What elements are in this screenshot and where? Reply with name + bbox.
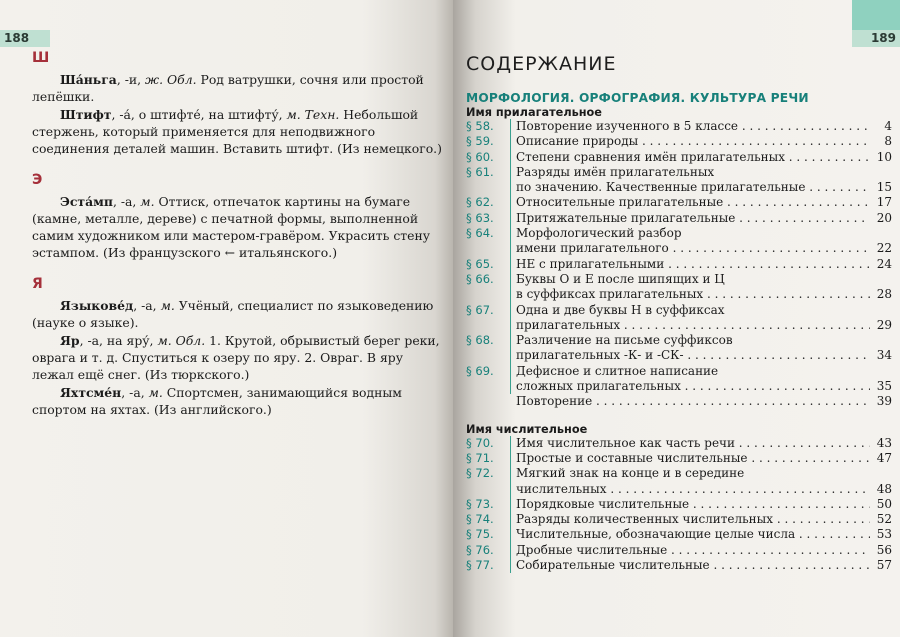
toc-item-title: прилагательных -К- и -СК- . . .	[516, 348, 870, 363]
page-corner-tab	[852, 0, 900, 30]
dictionary-entry	[32, 71, 448, 105]
section-gap	[32, 158, 448, 172]
toc-item-title: Имя числительное как часть речи . . .	[516, 436, 870, 451]
toc-item-title: Дробные числительные . . .	[516, 543, 870, 558]
dictionary-entry	[32, 106, 448, 157]
table-of-contents	[466, 53, 892, 573]
toc-row[interactable]	[466, 241, 892, 256]
entry-forms: , -а, на яру́,	[79, 333, 158, 348]
toc-group-heading: Имя числительное	[466, 422, 588, 436]
toc-page-number: 53	[876, 527, 892, 542]
toc-divider	[510, 119, 511, 134]
toc-row[interactable]	[466, 379, 892, 394]
toc-divider	[510, 226, 511, 241]
toc-row[interactable]	[466, 303, 892, 318]
toc-divider	[510, 150, 511, 165]
toc-item-title: числительных . . .	[516, 482, 870, 497]
toc-item-title: имени прилагательного . . .	[516, 241, 870, 256]
toc-row[interactable]	[466, 287, 892, 302]
toc-divider	[510, 482, 511, 497]
toc-item-title: Относительные прилагательные . . .	[516, 195, 870, 210]
toc-item-title: Собирательные числительные . . .	[516, 558, 870, 573]
toc-divider	[510, 466, 511, 481]
toc-divider	[510, 272, 511, 287]
toc-item-title: Мягкий знак на конце и в середине	[516, 466, 745, 481]
dictionary-letter: Ш	[32, 50, 50, 66]
page-number-right: 189	[852, 30, 900, 47]
dictionary-entry	[32, 384, 448, 418]
entry-headword: Штифт	[60, 107, 112, 122]
toc-divider	[510, 497, 511, 512]
toc-row[interactable]	[466, 348, 892, 363]
toc-row[interactable]	[466, 466, 892, 481]
toc-item-title: Порядковые числительные . . .	[516, 497, 870, 512]
entry-forms: , -а,	[133, 298, 161, 313]
toc-page-number: 48	[876, 481, 892, 496]
section-gap	[32, 262, 448, 276]
toc-paragraph-number: § 77.	[466, 558, 494, 573]
entry-forms: , -и,	[116, 72, 146, 87]
toc-row[interactable]	[466, 165, 892, 180]
toc-divider	[510, 364, 511, 379]
toc-row[interactable]	[466, 512, 892, 527]
toc-row[interactable]	[466, 272, 892, 287]
entry-definition: Оттиск, отпечаток картины на бумаге (камне, металле, дереве) с печатной формы, выполненной самим художником или мастером-гравёром. Украсить стену эстампом. (Из французского ← итальянского.)	[32, 194, 431, 260]
toc-item-title: Повторение изученного в 5 классе . . .	[516, 119, 870, 134]
toc-row[interactable]	[466, 318, 892, 333]
toc-paragraph-number: § 59.	[466, 134, 494, 149]
toc-page-number: 43	[876, 435, 892, 450]
toc-page-number: 50	[876, 496, 892, 511]
entry-grammar: ж. Обл.	[145, 72, 197, 87]
toc-item-title: Разряды имён прилагательных	[516, 164, 715, 179]
toc-divider	[510, 134, 511, 149]
toc-item-title: Повторение . . .	[516, 394, 870, 409]
toc-paragraph-number: § 62.	[466, 195, 494, 210]
toc-divider	[510, 543, 511, 558]
toc-paragraph-number: § 63.	[466, 210, 494, 225]
toc-row[interactable]	[466, 134, 892, 149]
toc-divider	[510, 287, 511, 302]
toc-divider	[510, 318, 511, 333]
toc-item-title: НЕ с прилагательными . . .	[516, 257, 870, 272]
toc-divider	[510, 333, 511, 348]
toc-divider	[510, 211, 511, 226]
toc-item-title: Различение на письме суффиксов	[516, 333, 733, 348]
toc-divider	[510, 348, 511, 363]
toc-divider	[510, 512, 511, 527]
toc-divider	[510, 257, 511, 272]
toc-paragraph-number: § 66.	[466, 271, 494, 286]
toc-paragraph-number: § 58.	[466, 119, 494, 133]
entry-grammar: м. Техн.	[286, 107, 340, 122]
toc-page-number: 47	[876, 450, 892, 465]
toc-item-title: сложных прилагательных . . .	[516, 379, 870, 394]
entry-definition: Небольшой стержень, который применяется для неподвижного соединения деталей машин. Вставить штифт. (Из немецкого.)	[32, 107, 442, 156]
toc-row[interactable]	[466, 543, 892, 558]
entry-forms: , -а,	[112, 194, 141, 209]
toc-row[interactable]	[466, 333, 892, 348]
toc-row[interactable]	[466, 226, 892, 241]
toc-page-number: 28	[876, 287, 892, 302]
entry-grammar: м.	[148, 385, 163, 400]
toc-row[interactable]	[466, 394, 892, 409]
toc-title: СОДЕРЖАНИЕ	[466, 53, 617, 75]
toc-page-number: 10	[876, 149, 892, 164]
toc-row[interactable]	[466, 257, 892, 272]
dictionary-entries	[32, 50, 448, 419]
toc-page-number: 39	[876, 394, 892, 409]
toc-paragraph-number: § 69.	[466, 363, 494, 378]
toc-groups	[466, 106, 892, 573]
toc-row[interactable]	[466, 195, 892, 210]
toc-item-title: в суффиксах прилагательных . . .	[516, 287, 870, 302]
toc-divider	[510, 165, 511, 180]
entry-headword: Эста́мп	[60, 194, 113, 209]
toc-paragraph-number: § 74.	[466, 512, 494, 527]
toc-paragraph-number: § 76.	[466, 542, 494, 557]
toc-item-title: Притяжательные прилагательные . . .	[516, 211, 870, 226]
toc-row[interactable]	[466, 364, 892, 379]
toc-item-title: прилагательных . . .	[516, 318, 870, 333]
toc-row[interactable]	[466, 119, 892, 134]
entry-headword: Яхтсме́н	[60, 385, 122, 400]
toc-row[interactable]	[466, 451, 892, 466]
toc-divider	[510, 195, 511, 210]
toc-divider	[510, 527, 511, 542]
page-number-left: 188	[0, 30, 50, 47]
entry-headword: Ша́ньга	[60, 72, 117, 87]
entry-forms: , -а́, о штифте́, на штифту́,	[111, 107, 287, 122]
toc-row[interactable]	[466, 211, 892, 226]
toc-item-title: Одна и две буквы Н в суффиксах	[516, 302, 725, 317]
toc-page-number: 20	[876, 210, 892, 225]
dictionary-letter: Я	[32, 276, 43, 292]
toc-row[interactable]	[466, 436, 892, 451]
toc-item-title: Морфологический разбор	[516, 226, 682, 241]
toc-page-number: 17	[876, 195, 892, 210]
dictionary-entry	[32, 332, 448, 383]
toc-item-title: Дефисное и слитное написание	[516, 363, 719, 378]
toc-row[interactable]	[466, 527, 892, 542]
toc-divider	[510, 558, 511, 573]
toc-divider	[510, 379, 511, 394]
toc-page-number: 8	[884, 134, 892, 149]
toc-item-title: Буквы О и Е после шипящих и Ц	[516, 271, 725, 286]
toc-page-number: 22	[876, 241, 892, 256]
toc-paragraph-number: § 72.	[466, 466, 494, 481]
entry-definition: Род ватрушки, сочня или простой лепёшки.	[32, 72, 424, 104]
entry-definition: Учёный, специалист по языковедению (науке о языке).	[32, 298, 434, 330]
entry-grammar: м. Обл.	[157, 333, 206, 348]
toc-paragraph-number: § 70.	[466, 435, 494, 450]
dictionary-entry	[32, 297, 448, 331]
toc-row[interactable]	[466, 558, 892, 573]
toc-item-title: Степени сравнения имён прилагательных . . .	[516, 150, 870, 165]
toc-page-number: 57	[876, 558, 892, 573]
toc-page-number: 15	[876, 180, 892, 195]
toc-page-number: 29	[876, 317, 892, 332]
entry-grammar: м.	[140, 194, 155, 209]
toc-paragraph-number: § 60.	[466, 149, 494, 164]
toc-paragraph-number: § 73.	[466, 496, 494, 511]
toc-paragraph-number: § 68.	[466, 333, 494, 348]
toc-row[interactable]	[466, 482, 892, 497]
toc-paragraph-number: § 61.	[466, 164, 494, 179]
dictionary-entry	[32, 193, 448, 261]
toc-paragraph-number: § 71.	[466, 450, 494, 465]
toc-row[interactable]	[466, 150, 892, 165]
toc-paragraph-number: § 65.	[466, 256, 494, 271]
right-page	[453, 0, 900, 637]
toc-divider	[510, 303, 511, 318]
dictionary-letter: Э	[32, 172, 43, 188]
toc-divider	[510, 451, 511, 466]
toc-page-number: 56	[876, 542, 892, 557]
toc-paragraph-number: § 64.	[466, 226, 494, 241]
entry-definition: 1. Крутой, обрывистый берег реки, оврага и т. д. Спуститься к озеру по яру. 2. Овраг. В яру лежал ещё снег. (Из тюркского.)	[32, 333, 440, 382]
toc-group-heading: Имя прилагательное	[466, 106, 602, 119]
entry-headword: Языкове́д	[60, 298, 134, 313]
toc-item-title: Описание природы . . .	[516, 134, 870, 149]
toc-row[interactable]	[466, 497, 892, 512]
toc-paragraph-number: § 67.	[466, 302, 494, 317]
toc-section-title: МОРФОЛОГИЯ. ОРФОГРАФИЯ. КУЛЬТУРА РЕЧИ	[466, 91, 809, 105]
toc-item-title: Простые и составные числительные . . .	[516, 451, 870, 466]
toc-page-number: 52	[876, 512, 892, 527]
toc-item-title: Числительные, обозначающие целые числа . . .	[516, 527, 870, 542]
toc-page-number: 24	[876, 256, 892, 271]
toc-divider	[510, 436, 511, 451]
toc-paragraph-number: § 75.	[466, 527, 494, 542]
entry-definition: Спортсмен, занимающийся водным спортом на яхтах. (Из английского.)	[32, 385, 402, 417]
toc-divider	[510, 180, 511, 195]
toc-page-number: 35	[876, 379, 892, 394]
toc-item-title: по значению. Качественные прилагательные . . .	[516, 180, 870, 195]
entry-forms: , -а,	[121, 385, 149, 400]
toc-page-number: 34	[876, 348, 892, 363]
toc-item-title: Разряды количественных числительных . . .	[516, 512, 870, 527]
toc-row[interactable]	[466, 180, 892, 195]
toc-divider	[510, 241, 511, 256]
entry-headword: Яр	[60, 333, 80, 348]
toc-page-number: 4	[884, 119, 892, 133]
entry-grammar: м.	[160, 298, 175, 313]
